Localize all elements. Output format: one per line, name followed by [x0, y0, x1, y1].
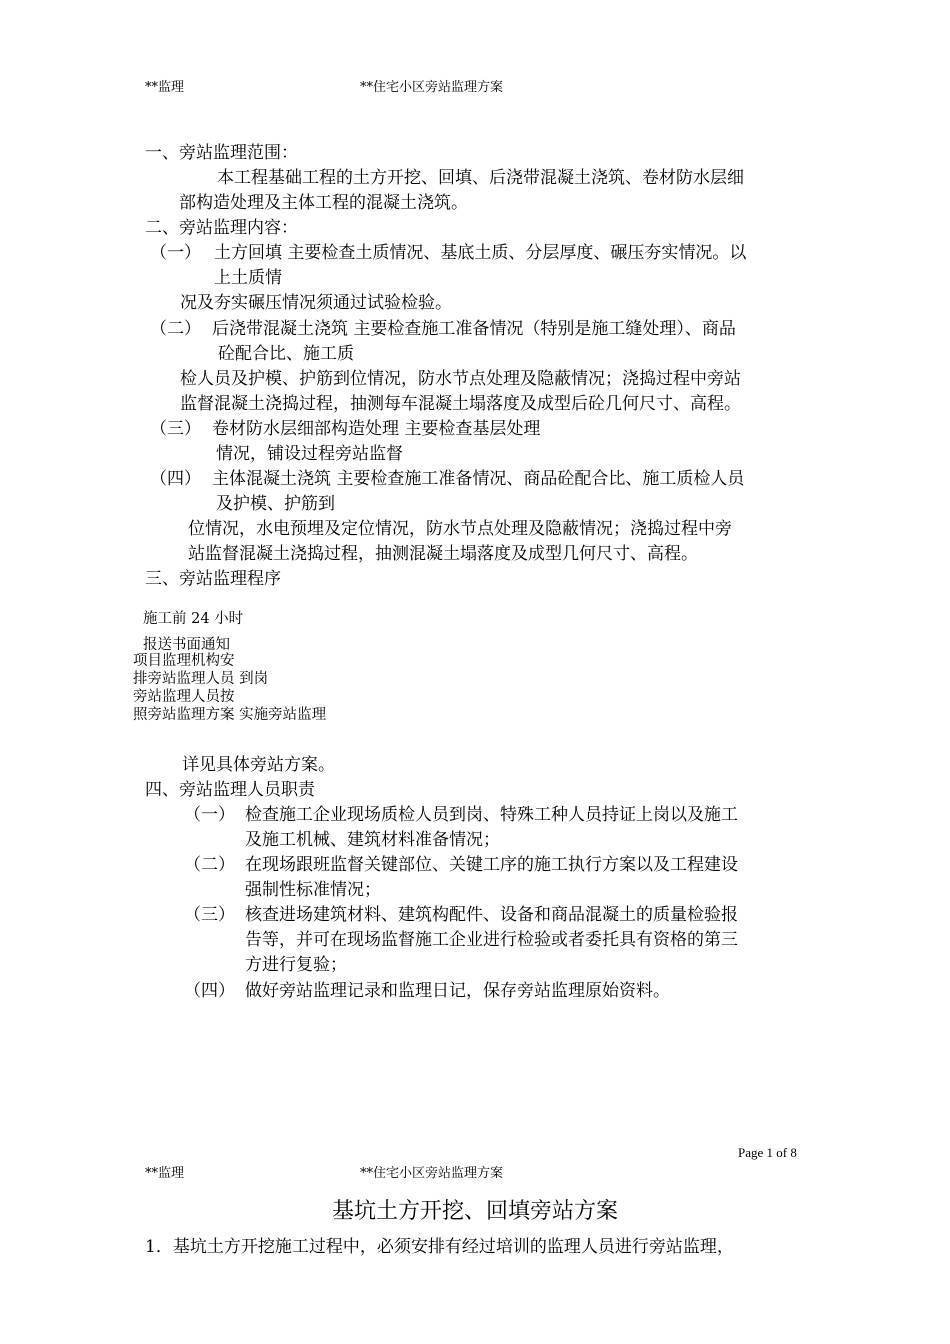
duty-3-line-3: 方进行复验； [245, 955, 347, 975]
item-2-marker: （二） [150, 319, 201, 339]
duty-2-marker: （二） [184, 855, 235, 875]
header-left: **监理 [145, 80, 185, 95]
flow-step-notice: 报送书面通知 [143, 637, 230, 653]
duty-4-marker: （四） [184, 981, 235, 1001]
page-2-paragraph-1: 1．基坑土方开挖施工过程中，必须安排有经过培训的监理人员进行旁站监理， [145, 1237, 734, 1257]
item-4-line-4: 站监督混凝土浇捣过程，抽测混凝土塌落度及成型几何尺寸、高程。 [188, 544, 698, 564]
section-1-line-2: 部构造处理及主体工程的混凝土浇筑。 [179, 193, 468, 213]
item-1-line-3: 况及夯实碾压情况须通过试验检验。 [180, 293, 452, 313]
flow-step-arrange-2: 排旁站监理人员 到岗 [133, 671, 269, 687]
section-4-heading: 四、旁站监理人员职责 [145, 780, 315, 800]
section-1-heading: 一、旁站监理范围： [145, 143, 298, 163]
duty-1-line-1: 检查施工企业现场质检人员到岗、特殊工种人员持证上岗以及施工 [245, 805, 738, 825]
page-2-header-left: **监理 [145, 1166, 185, 1181]
page-number: Page 1 of 8 [738, 1145, 797, 1160]
flow-step-implement-2: 照旁站监理方案 实施旁站监理 [133, 707, 327, 723]
item-1-line-1: 土方回填 主要检查土质情况、基底土质、分层厚度、碾压夯实情况。以 [214, 243, 747, 263]
duty-4-line-1: 做好旁站监理记录和监理日记，保存旁站监理原始资料。 [245, 981, 670, 1001]
duty-3-line-2: 告等，并可在现场监督施工企业进行检验或者委托具有资格的第三 [245, 930, 738, 950]
flow-step-notice-time: 施工前 24 小时 [143, 611, 244, 627]
item-1-marker: （一） [150, 243, 201, 263]
item-3-line-1: 卷材防水层细部构造处理 主要检查基层处理 [212, 419, 541, 439]
section-1-line-1: 本工程基础工程的土方开挖、回填、后浇带混凝土浇筑、卷材防水层细 [217, 168, 744, 188]
item-2-line-2: 砼配合比、施工质 [218, 344, 354, 364]
duty-2-line-2: 强制性标准情况； [245, 880, 381, 900]
duty-2-line-1: 在现场跟班监督关键部位、关键工序的施工执行方案以及工程建设 [245, 855, 738, 875]
section-3-heading: 三、旁站监理程序 [145, 569, 281, 589]
item-4-line-2: 及护模、护筋到 [216, 494, 335, 514]
duty-1-line-2: 及施工机械、建筑材料准备情况； [245, 830, 500, 850]
section-2-heading: 二、旁站监理内容： [145, 218, 298, 238]
flow-step-arrange-1: 项目监理机构安 [133, 653, 235, 669]
item-3-line-2: 情况，铺设过程旁站监督 [216, 444, 403, 464]
page-2-title: 基坑土方开挖、回填旁站方案 [331, 1199, 618, 1224]
item-2-line-4: 监督混凝土浇捣过程，抽测每车混凝土塌落度及成型后砼几何尺寸、高程。 [180, 394, 741, 414]
item-3-marker: （三） [150, 419, 201, 439]
item-4-line-1: 主体混凝土浇筑 主要检查施工准备情况、商品砼配合比、施工质检人员 [212, 469, 745, 489]
item-2-line-3: 检人员及护模、护筋到位情况，防水节点处理及隐蔽情况；浇捣过程中旁站 [180, 369, 741, 389]
duty-1-marker: （一） [184, 805, 235, 825]
item-4-marker: （四） [150, 469, 201, 489]
detail-note: 详见具体旁站方案。 [182, 755, 335, 775]
duty-3-line-1: 核查进场建筑材料、建筑构配件、设备和商品混凝土的质量检验报 [245, 905, 738, 925]
header-title: **住宅小区旁站监理方案 [360, 80, 504, 95]
item-2-line-1: 后浇带混凝土浇筑 主要检查施工准备情况（特别是施工缝处理）、商品 [212, 319, 736, 339]
item-4-line-3: 位情况，水电预埋及定位情况，防水节点处理及隐蔽情况；浇捣过程中旁 [188, 519, 732, 539]
page-2-header-title: **住宅小区旁站监理方案 [360, 1166, 504, 1181]
duty-3-marker: （三） [184, 905, 235, 925]
item-1-line-2: 上土质情 [214, 268, 282, 288]
flow-step-implement-1: 旁站监理人员按 [133, 689, 235, 705]
